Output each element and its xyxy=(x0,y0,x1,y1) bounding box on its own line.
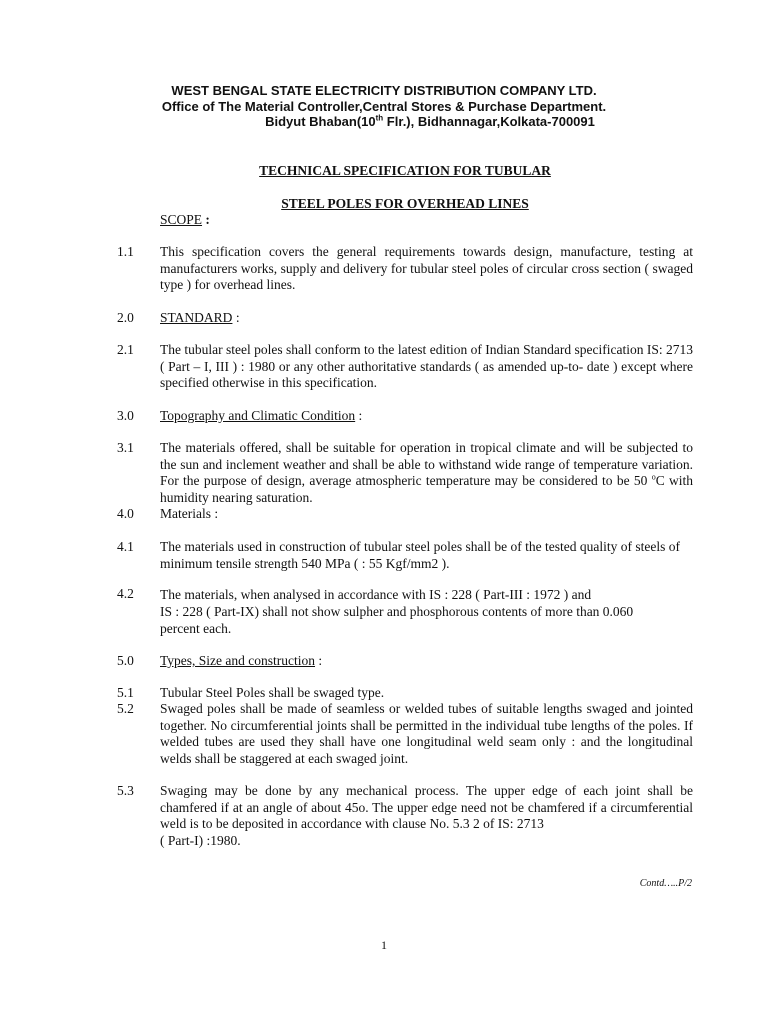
section-5-1-text: Tubular Steel Poles shall be swaged type. xyxy=(160,685,385,700)
section-number-5-1: 5.1 xyxy=(117,685,134,700)
section-4-1-text: The materials used in construction of tubular steel poles shall be of the tested quality of steels of minimum tensile strength 540 MPa ( : 55 Kgf/mm2 ). xyxy=(160,539,680,571)
section-4-2-text: The materials, when analysed in accordance with IS : 228 ( Part-III : 1972 ) and IS : 228 ( Part-IX) shall not show sulpher and phosphorous contents of more than 0.060 percent each. xyxy=(160,587,634,636)
section-2-1-text: The tubular steel poles shall conform to the latest edition of Indian Standard specification IS: 2713 ( Part – I, III ) : 1980 or any other authoritative standards ( as amended up-to- date ) except where specified otherwise in this specification. xyxy=(160,342,693,390)
types-heading: Types, Size and construction : xyxy=(160,653,323,668)
spec-title-line2: STEEL POLES FOR OVERHEAD LINES xyxy=(281,196,529,211)
section-number-4-2: 4.2 xyxy=(117,586,134,601)
page-number: 1 xyxy=(381,938,387,952)
company-name: WEST BENGAL STATE ELECTRICITY DISTRIBUTION COMPANY LTD. xyxy=(171,83,597,98)
section-number-5-0: 5.0 xyxy=(117,653,134,668)
section-3-1-text: The materials offered, shall be suitable for operation in tropical climate and will be subjected to the sun and inclement weather and shall be able to withstand wide range of temperature variation. For the purpose of design, average atmospheric temperature may be considered to be 50 $^o$C with humidity nearing saturation. xyxy=(160,440,693,505)
section-number-3-1: 3.1 xyxy=(117,440,134,455)
section-number-4-1: 4.1 xyxy=(117,539,134,554)
section-number-5-3: 5.3 xyxy=(117,783,134,798)
section-5-2-text: Swaged poles shall be made of seamless or welded tubes of suitable lengths swaged and jointed together. No circumferential joints shall be permitted in the individual tube lengths of the poles. If welded tubes are used they shall have one longitudinal weld seam only : and the longitudinal welds shall be staggered at each swaged joint. xyxy=(160,701,693,766)
section-number-3-0: 3.0 xyxy=(117,408,134,423)
continued-note: Contd…..P/2 xyxy=(639,878,692,889)
section-number-5-2: 5.2 xyxy=(117,701,134,716)
office-address: Bidyut Bhaban(10th Flr.), Bidhannagar,Kolkata-700091 xyxy=(265,113,595,129)
section-5-3-text: Swaging may be done by any mechanical process. The upper edge of each joint shall be chamfered if at an angle of about 45o. The upper edge need not be chamfered if a circumferential weld is to be deposited in accordance with clause No. 5.3 2 of IS: 2713 ( Part-I) :1980. xyxy=(160,783,693,848)
section-number-2-0: 2.0 xyxy=(117,310,134,325)
scope-heading: SCOPE : xyxy=(160,212,210,227)
section-1-1-text: This specification covers the general requirements towards design, manufacture, testing at manufacturers works, supply and delivery for tubular steel poles of circular cross section ( swaged type ) for overhead lines. xyxy=(160,244,693,292)
standard-heading: STANDARD : xyxy=(160,310,240,325)
office-name: Office of The Material Controller,Central Stores & Purchase Department. xyxy=(161,99,607,114)
section-number-4-0: 4.0 xyxy=(117,506,134,521)
topography-heading: Topography and Climatic Condition : xyxy=(160,408,363,423)
section-number-2-1: 2.1 xyxy=(117,342,134,357)
section-number-1-1: 1.1 xyxy=(117,244,134,259)
materials-heading: Materials : xyxy=(160,506,219,521)
spec-title-line1: TECHNICAL SPECIFICATION FOR TUBULAR xyxy=(259,163,551,178)
